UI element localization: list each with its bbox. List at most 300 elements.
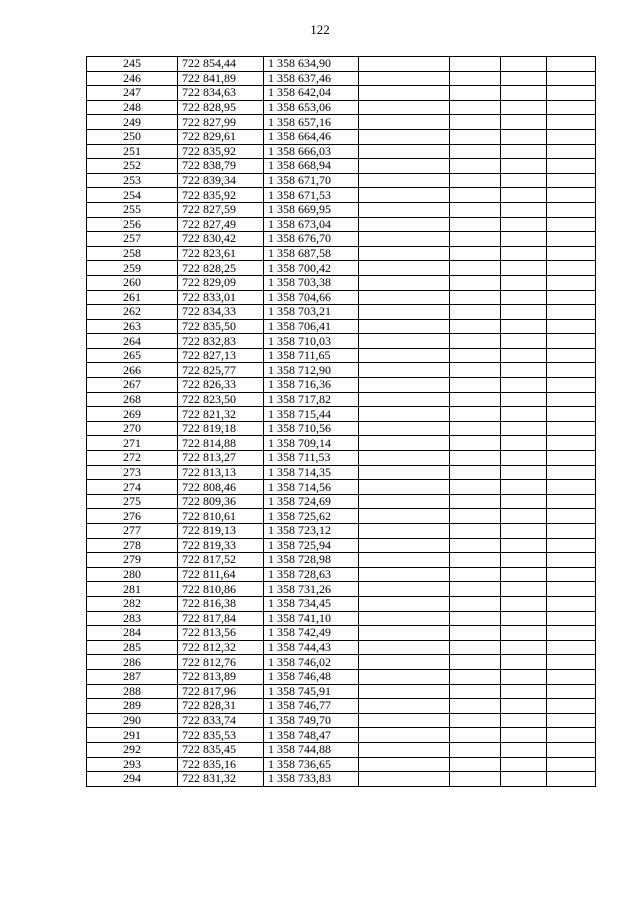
empty-cell <box>547 524 596 539</box>
table-row <box>87 509 596 524</box>
x-coordinate-cell: 722 854,44 <box>178 57 264 72</box>
empty-cell <box>501 582 547 597</box>
empty-cell <box>359 188 450 203</box>
point-number-cell: 252 <box>87 159 178 174</box>
empty-cell <box>547 305 596 320</box>
empty-cell <box>547 129 596 144</box>
empty-cell <box>359 538 450 553</box>
table-row <box>87 742 596 757</box>
empty-cell <box>450 173 501 188</box>
y-coordinate-cell: 1 358 657,16 <box>264 115 359 130</box>
empty-cell <box>359 71 450 86</box>
empty-cell <box>501 509 547 524</box>
empty-cell <box>450 378 501 393</box>
x-coordinate-cell: 722 816,38 <box>178 596 264 611</box>
y-coordinate-cell: 1 358 742,49 <box>264 626 359 641</box>
x-coordinate-cell: 722 835,92 <box>178 188 264 203</box>
empty-cell <box>547 348 596 363</box>
y-coordinate-cell: 1 358 706,41 <box>264 319 359 334</box>
y-coordinate-cell: 1 358 723,12 <box>264 524 359 539</box>
empty-cell <box>450 115 501 130</box>
empty-cell <box>501 246 547 261</box>
empty-cell <box>450 436 501 451</box>
empty-cell <box>359 567 450 582</box>
empty-cell <box>450 407 501 422</box>
empty-cell <box>450 305 501 320</box>
table-row <box>87 699 596 714</box>
x-coordinate-cell: 722 812,76 <box>178 655 264 670</box>
empty-cell <box>450 494 501 509</box>
x-coordinate-cell: 722 810,86 <box>178 582 264 597</box>
empty-cell <box>501 217 547 232</box>
empty-cell <box>359 86 450 101</box>
y-coordinate-cell: 1 358 700,42 <box>264 261 359 276</box>
x-coordinate-cell: 722 827,99 <box>178 115 264 130</box>
coordinates-table-body <box>87 57 596 787</box>
empty-cell <box>547 407 596 422</box>
empty-cell <box>359 115 450 130</box>
empty-cell <box>359 57 450 72</box>
y-coordinate-cell: 1 358 653,06 <box>264 100 359 115</box>
x-coordinate-cell: 722 823,61 <box>178 246 264 261</box>
empty-cell <box>450 626 501 641</box>
empty-cell <box>547 173 596 188</box>
empty-cell <box>501 713 547 728</box>
empty-cell <box>501 567 547 582</box>
table-row <box>87 275 596 290</box>
empty-cell <box>501 232 547 247</box>
point-number-cell: 288 <box>87 684 178 699</box>
table-row <box>87 436 596 451</box>
y-coordinate-cell: 1 358 749,70 <box>264 713 359 728</box>
empty-cell <box>359 378 450 393</box>
x-coordinate-cell: 722 808,46 <box>178 480 264 495</box>
empty-cell <box>359 159 450 174</box>
empty-cell <box>359 553 450 568</box>
point-number-cell: 269 <box>87 407 178 422</box>
empty-cell <box>547 275 596 290</box>
point-number-cell: 280 <box>87 567 178 582</box>
y-coordinate-cell: 1 358 711,65 <box>264 348 359 363</box>
empty-cell <box>501 451 547 466</box>
table-row <box>87 524 596 539</box>
empty-cell <box>450 524 501 539</box>
empty-cell <box>501 640 547 655</box>
y-coordinate-cell: 1 358 733,83 <box>264 772 359 787</box>
table-row <box>87 407 596 422</box>
point-number-cell: 251 <box>87 144 178 159</box>
table-row <box>87 378 596 393</box>
x-coordinate-cell: 722 828,25 <box>178 261 264 276</box>
point-number-cell: 279 <box>87 553 178 568</box>
empty-cell <box>359 669 450 684</box>
point-number-cell: 286 <box>87 655 178 670</box>
point-number-cell: 266 <box>87 363 178 378</box>
point-number-cell: 261 <box>87 290 178 305</box>
empty-cell <box>547 640 596 655</box>
x-coordinate-cell: 722 811,64 <box>178 567 264 582</box>
table-row <box>87 261 596 276</box>
empty-cell <box>547 436 596 451</box>
x-coordinate-cell: 722 834,63 <box>178 86 264 101</box>
empty-cell <box>501 378 547 393</box>
table-row <box>87 232 596 247</box>
empty-cell <box>450 290 501 305</box>
empty-cell <box>547 188 596 203</box>
empty-cell <box>450 538 501 553</box>
y-coordinate-cell: 1 358 736,65 <box>264 757 359 772</box>
point-number-cell: 276 <box>87 509 178 524</box>
point-number-cell: 291 <box>87 728 178 743</box>
empty-cell <box>547 728 596 743</box>
empty-cell <box>450 640 501 655</box>
empty-cell <box>450 348 501 363</box>
table-row <box>87 494 596 509</box>
empty-cell <box>547 115 596 130</box>
y-coordinate-cell: 1 358 664,46 <box>264 129 359 144</box>
table-row <box>87 202 596 217</box>
empty-cell <box>501 728 547 743</box>
table-row <box>87 757 596 772</box>
y-coordinate-cell: 1 358 676,70 <box>264 232 359 247</box>
empty-cell <box>501 275 547 290</box>
y-coordinate-cell: 1 358 745,91 <box>264 684 359 699</box>
empty-cell <box>501 202 547 217</box>
empty-cell <box>450 363 501 378</box>
empty-cell <box>359 611 450 626</box>
empty-cell <box>501 596 547 611</box>
empty-cell <box>359 582 450 597</box>
table-row <box>87 655 596 670</box>
empty-cell <box>547 421 596 436</box>
x-coordinate-cell: 722 835,92 <box>178 144 264 159</box>
empty-cell <box>450 86 501 101</box>
table-row <box>87 728 596 743</box>
point-number-cell: 271 <box>87 436 178 451</box>
empty-cell <box>450 757 501 772</box>
x-coordinate-cell: 722 838,79 <box>178 159 264 174</box>
empty-cell <box>359 699 450 714</box>
y-coordinate-cell: 1 358 671,53 <box>264 188 359 203</box>
point-number-cell: 272 <box>87 451 178 466</box>
point-number-cell: 253 <box>87 173 178 188</box>
x-coordinate-cell: 722 828,31 <box>178 699 264 714</box>
table-row <box>87 129 596 144</box>
empty-cell <box>359 290 450 305</box>
y-coordinate-cell: 1 358 703,38 <box>264 275 359 290</box>
point-number-cell: 245 <box>87 57 178 72</box>
empty-cell <box>501 626 547 641</box>
point-number-cell: 259 <box>87 261 178 276</box>
x-coordinate-cell: 722 814,88 <box>178 436 264 451</box>
empty-cell <box>450 188 501 203</box>
empty-cell <box>547 319 596 334</box>
point-number-cell: 284 <box>87 626 178 641</box>
y-coordinate-cell: 1 358 744,43 <box>264 640 359 655</box>
y-coordinate-cell: 1 358 746,02 <box>264 655 359 670</box>
table-row <box>87 451 596 466</box>
empty-cell <box>547 553 596 568</box>
point-number-cell: 249 <box>87 115 178 130</box>
empty-cell <box>547 494 596 509</box>
y-coordinate-cell: 1 358 734,45 <box>264 596 359 611</box>
empty-cell <box>501 392 547 407</box>
y-coordinate-cell: 1 358 671,70 <box>264 173 359 188</box>
empty-cell <box>501 436 547 451</box>
table-row <box>87 611 596 626</box>
y-coordinate-cell: 1 358 717,82 <box>264 392 359 407</box>
table-row <box>87 626 596 641</box>
x-coordinate-cell: 722 835,45 <box>178 742 264 757</box>
point-number-cell: 267 <box>87 378 178 393</box>
x-coordinate-cell: 722 839,34 <box>178 173 264 188</box>
point-number-cell: 283 <box>87 611 178 626</box>
empty-cell <box>359 713 450 728</box>
empty-cell <box>359 100 450 115</box>
empty-cell <box>450 159 501 174</box>
point-number-cell: 273 <box>87 465 178 480</box>
point-number-cell: 281 <box>87 582 178 597</box>
x-coordinate-cell: 722 817,52 <box>178 553 264 568</box>
table-row <box>87 363 596 378</box>
empty-cell <box>359 363 450 378</box>
empty-cell <box>547 509 596 524</box>
empty-cell <box>501 480 547 495</box>
empty-cell <box>359 465 450 480</box>
point-number-cell: 289 <box>87 699 178 714</box>
empty-cell <box>450 334 501 349</box>
empty-cell <box>547 567 596 582</box>
empty-cell <box>359 202 450 217</box>
empty-cell <box>501 363 547 378</box>
y-coordinate-cell: 1 358 724,69 <box>264 494 359 509</box>
table-row <box>87 421 596 436</box>
empty-cell <box>450 246 501 261</box>
empty-cell <box>501 494 547 509</box>
empty-cell <box>501 305 547 320</box>
table-row <box>87 480 596 495</box>
empty-cell <box>501 421 547 436</box>
empty-cell <box>450 582 501 597</box>
empty-cell <box>359 451 450 466</box>
x-coordinate-cell: 722 835,50 <box>178 319 264 334</box>
y-coordinate-cell: 1 358 715,44 <box>264 407 359 422</box>
empty-cell <box>359 480 450 495</box>
x-coordinate-cell: 722 813,56 <box>178 626 264 641</box>
table-row <box>87 348 596 363</box>
empty-cell <box>359 305 450 320</box>
empty-cell <box>501 115 547 130</box>
empty-cell <box>450 669 501 684</box>
table-row <box>87 334 596 349</box>
y-coordinate-cell: 1 358 712,90 <box>264 363 359 378</box>
empty-cell <box>450 684 501 699</box>
point-number-cell: 260 <box>87 275 178 290</box>
table-row <box>87 100 596 115</box>
x-coordinate-cell: 722 817,84 <box>178 611 264 626</box>
empty-cell <box>547 684 596 699</box>
table-row <box>87 217 596 232</box>
empty-cell <box>547 217 596 232</box>
point-number-cell: 292 <box>87 742 178 757</box>
table-row <box>87 57 596 72</box>
x-coordinate-cell: 722 817,96 <box>178 684 264 699</box>
empty-cell <box>359 626 450 641</box>
table-row <box>87 290 596 305</box>
empty-cell <box>547 772 596 787</box>
empty-cell <box>501 757 547 772</box>
empty-cell <box>359 129 450 144</box>
empty-cell <box>501 290 547 305</box>
y-coordinate-cell: 1 358 728,98 <box>264 553 359 568</box>
empty-cell <box>450 100 501 115</box>
empty-cell <box>547 451 596 466</box>
y-coordinate-cell: 1 358 710,56 <box>264 421 359 436</box>
y-coordinate-cell: 1 358 716,36 <box>264 378 359 393</box>
y-coordinate-cell: 1 358 634,90 <box>264 57 359 72</box>
empty-cell <box>359 217 450 232</box>
empty-cell <box>547 57 596 72</box>
empty-cell <box>547 742 596 757</box>
table-row <box>87 596 596 611</box>
point-number-cell: 287 <box>87 669 178 684</box>
empty-cell <box>450 261 501 276</box>
empty-cell <box>450 509 501 524</box>
empty-cell <box>501 465 547 480</box>
empty-cell <box>359 436 450 451</box>
y-coordinate-cell: 1 358 637,46 <box>264 71 359 86</box>
empty-cell <box>501 348 547 363</box>
table-row <box>87 567 596 582</box>
empty-cell <box>450 728 501 743</box>
empty-cell <box>359 728 450 743</box>
x-coordinate-cell: 722 819,13 <box>178 524 264 539</box>
empty-cell <box>501 334 547 349</box>
empty-cell <box>450 217 501 232</box>
y-coordinate-cell: 1 358 710,03 <box>264 334 359 349</box>
empty-cell <box>547 202 596 217</box>
point-number-cell: 274 <box>87 480 178 495</box>
x-coordinate-cell: 722 841,89 <box>178 71 264 86</box>
table-row <box>87 86 596 101</box>
empty-cell <box>359 684 450 699</box>
y-coordinate-cell: 1 358 746,48 <box>264 669 359 684</box>
x-coordinate-cell: 722 827,49 <box>178 217 264 232</box>
empty-cell <box>359 261 450 276</box>
point-number-cell: 257 <box>87 232 178 247</box>
point-number-cell: 262 <box>87 305 178 320</box>
table-row <box>87 465 596 480</box>
empty-cell <box>547 596 596 611</box>
empty-cell <box>501 669 547 684</box>
y-coordinate-cell: 1 358 673,04 <box>264 217 359 232</box>
x-coordinate-cell: 722 813,27 <box>178 451 264 466</box>
table-row <box>87 71 596 86</box>
x-coordinate-cell: 722 830,42 <box>178 232 264 247</box>
y-coordinate-cell: 1 358 669,95 <box>264 202 359 217</box>
empty-cell <box>547 86 596 101</box>
empty-cell <box>501 86 547 101</box>
empty-cell <box>547 669 596 684</box>
table-row <box>87 188 596 203</box>
x-coordinate-cell: 722 812,32 <box>178 640 264 655</box>
empty-cell <box>501 524 547 539</box>
table-row <box>87 305 596 320</box>
empty-cell <box>450 553 501 568</box>
empty-cell <box>501 173 547 188</box>
empty-cell <box>359 524 450 539</box>
y-coordinate-cell: 1 358 711,53 <box>264 451 359 466</box>
empty-cell <box>547 699 596 714</box>
point-number-cell: 254 <box>87 188 178 203</box>
y-coordinate-cell: 1 358 744,88 <box>264 742 359 757</box>
point-number-cell: 255 <box>87 202 178 217</box>
table-row <box>87 115 596 130</box>
point-number-cell: 246 <box>87 71 178 86</box>
x-coordinate-cell: 722 833,01 <box>178 290 264 305</box>
y-coordinate-cell: 1 358 687,58 <box>264 246 359 261</box>
empty-cell <box>501 407 547 422</box>
x-coordinate-cell: 722 834,33 <box>178 305 264 320</box>
x-coordinate-cell: 722 826,33 <box>178 378 264 393</box>
empty-cell <box>547 713 596 728</box>
table-row <box>87 772 596 787</box>
empty-cell <box>359 407 450 422</box>
empty-cell <box>450 451 501 466</box>
y-coordinate-cell: 1 358 642,04 <box>264 86 359 101</box>
empty-cell <box>450 421 501 436</box>
table-row <box>87 173 596 188</box>
point-number-cell: 293 <box>87 757 178 772</box>
empty-cell <box>359 494 450 509</box>
empty-cell <box>547 611 596 626</box>
empty-cell <box>547 363 596 378</box>
empty-cell <box>501 772 547 787</box>
table-row <box>87 538 596 553</box>
y-coordinate-cell: 1 358 714,35 <box>264 465 359 480</box>
x-coordinate-cell: 722 829,61 <box>178 129 264 144</box>
empty-cell <box>450 480 501 495</box>
empty-cell <box>359 173 450 188</box>
empty-cell <box>450 567 501 582</box>
point-number-cell: 264 <box>87 334 178 349</box>
y-coordinate-cell: 1 358 666,03 <box>264 144 359 159</box>
y-coordinate-cell: 1 358 725,94 <box>264 538 359 553</box>
x-coordinate-cell: 722 825,77 <box>178 363 264 378</box>
empty-cell <box>450 596 501 611</box>
y-coordinate-cell: 1 358 731,26 <box>264 582 359 597</box>
empty-cell <box>501 71 547 86</box>
empty-cell <box>450 742 501 757</box>
x-coordinate-cell: 722 828,95 <box>178 100 264 115</box>
y-coordinate-cell: 1 358 709,14 <box>264 436 359 451</box>
y-coordinate-cell: 1 358 728,63 <box>264 567 359 582</box>
x-coordinate-cell: 722 831,32 <box>178 772 264 787</box>
empty-cell <box>359 275 450 290</box>
point-number-cell: 247 <box>87 86 178 101</box>
point-number-cell: 248 <box>87 100 178 115</box>
x-coordinate-cell: 722 835,16 <box>178 757 264 772</box>
point-number-cell: 270 <box>87 421 178 436</box>
empty-cell <box>547 334 596 349</box>
empty-cell <box>450 392 501 407</box>
empty-cell <box>450 275 501 290</box>
empty-cell <box>547 378 596 393</box>
y-coordinate-cell: 1 358 703,21 <box>264 305 359 320</box>
x-coordinate-cell: 722 813,13 <box>178 465 264 480</box>
empty-cell <box>359 319 450 334</box>
table-row <box>87 159 596 174</box>
